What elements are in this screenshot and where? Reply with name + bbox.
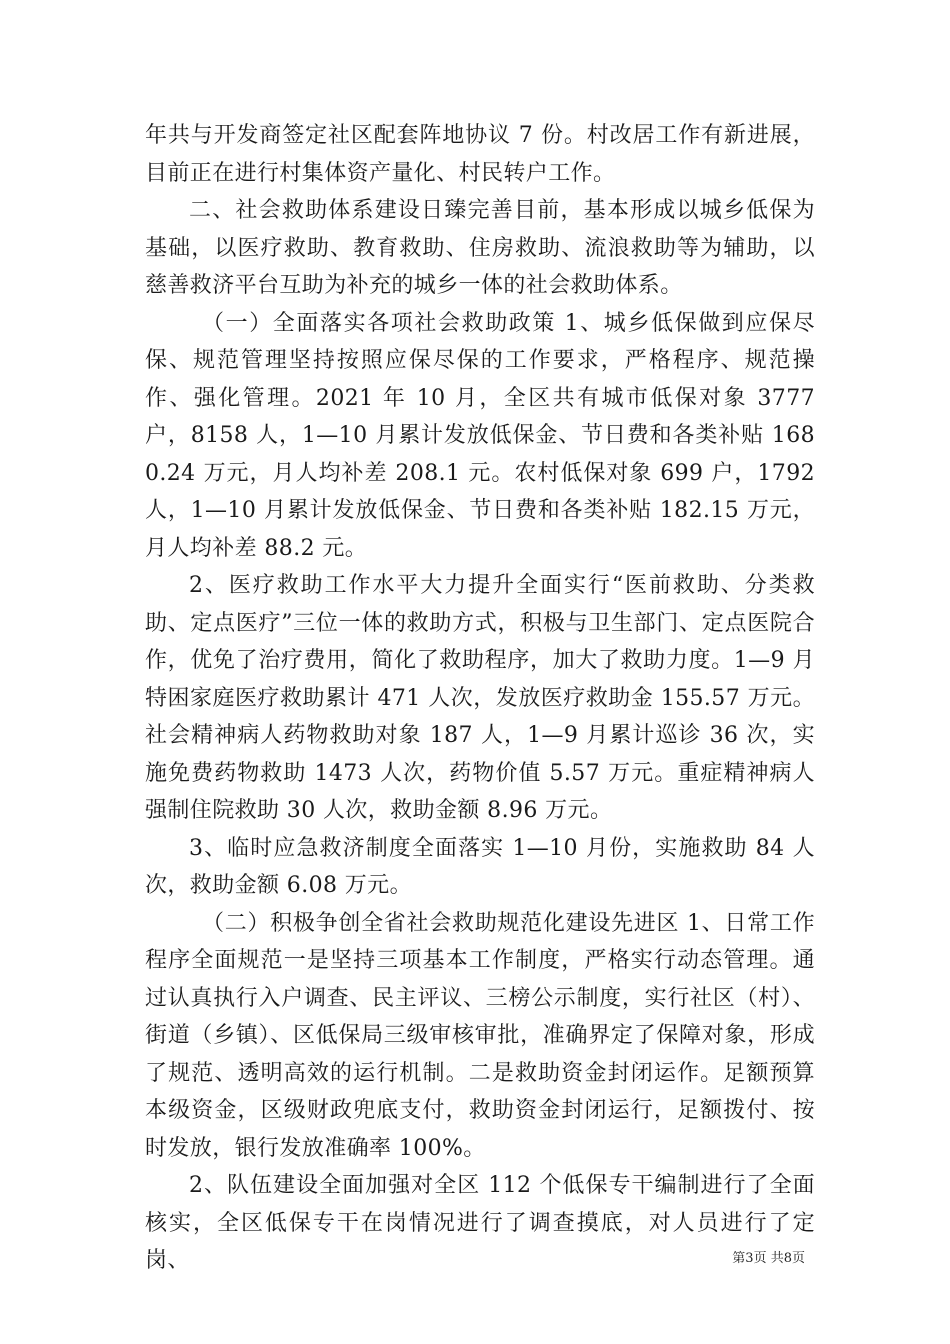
paragraph-section-two: 二、社会救助体系建设日臻完善目前，基本形成以城乡低保为基础，以医疗救助、教育救助、住房救助、流浪救助等为辅助，以慈善救济平台互助为补充的城乡一体的社会救助体系。	[145, 198, 815, 298]
paragraph-subsection-one: （一）全面落实各项社会救助政策 1、城乡低保做到应保尽保、规范管理坚持按照应保尽保的工作要求，严格程序、规范操作、强化管理。2021 年 10 月，全区共有城市低保对象 3777 户，8158 人，1—10 月累计发放低保金、节日费和各类补贴 1680.24 万元，月人均补差 208.1 元。农村低保对象 699 户，1792 人，1—10 月累计发放低保金、节日费和各类补贴 182.15 万元，月人均补差 88.2 元。	[145, 310, 815, 561]
body-text	[145, 117, 815, 1280]
footer-middle: 页 共	[753, 1251, 784, 1266]
paragraph-medical-aid: 2、医疗救助工作水平大力提升全面实行“医前救助、分类救助、定点医疗”三位一体的救助方式，积极与卫生部门、定点医院合作，优免了治疗费用，简化了救助程序，加大了救助力度。1—9 月特困家庭医疗救助累计 471 人次，发放医疗救助金 155.57 万元。社会精神病人药物救助对象 187 人，1—9 月累计巡诊 36 次，实施免费药物救助 1473 人次，药物价值 5.57 万元。重症精神病人强制住院救助 30 人次，救助金额 8.96 万元。	[145, 573, 815, 823]
paragraph-team-building: 2、队伍建设全面加强对全区 112 个低保专干编制进行了全面核实，全区低保专干在岗情况进行了调查摸底，对人员进行了定岗、	[145, 1173, 815, 1273]
paragraph-emergency-aid: 3、临时应急救济制度全面落实 1—10 月份，实施救助 84 人次，救助金额 6.08 万元。	[145, 835, 815, 898]
footer-total-pages: 8	[783, 1251, 792, 1266]
page-number-footer	[732, 1247, 805, 1266]
paragraph-continuation: 年共与开发商签定社区配套阵地协议 7 份。村改居工作有新进展，目前正在进行村集体资产量化、村民转户工作。	[145, 123, 815, 186]
footer-current-page: 3	[745, 1251, 754, 1266]
paragraph-subsection-two: （二）积极争创全省社会救助规范化建设先进区 1、日常工作程序全面规范一是坚持三项基本工作制度，严格实行动态管理。通过认真执行入户调查、民主评议、三榜公示制度，实行社区（村）、街道（乡镇）、区低保局三级审核审批，准确界定了保障对象，形成了规范、透明高效的运行机制。二是救助资金封闭运作。足额预算本级资金，区级财政兜底支付，救助资金封闭运行，足额拨付、按时发放，银行发放准确率 100%。	[145, 910, 815, 1161]
footer-prefix: 第	[732, 1251, 746, 1266]
footer-suffix: 页	[791, 1251, 805, 1266]
